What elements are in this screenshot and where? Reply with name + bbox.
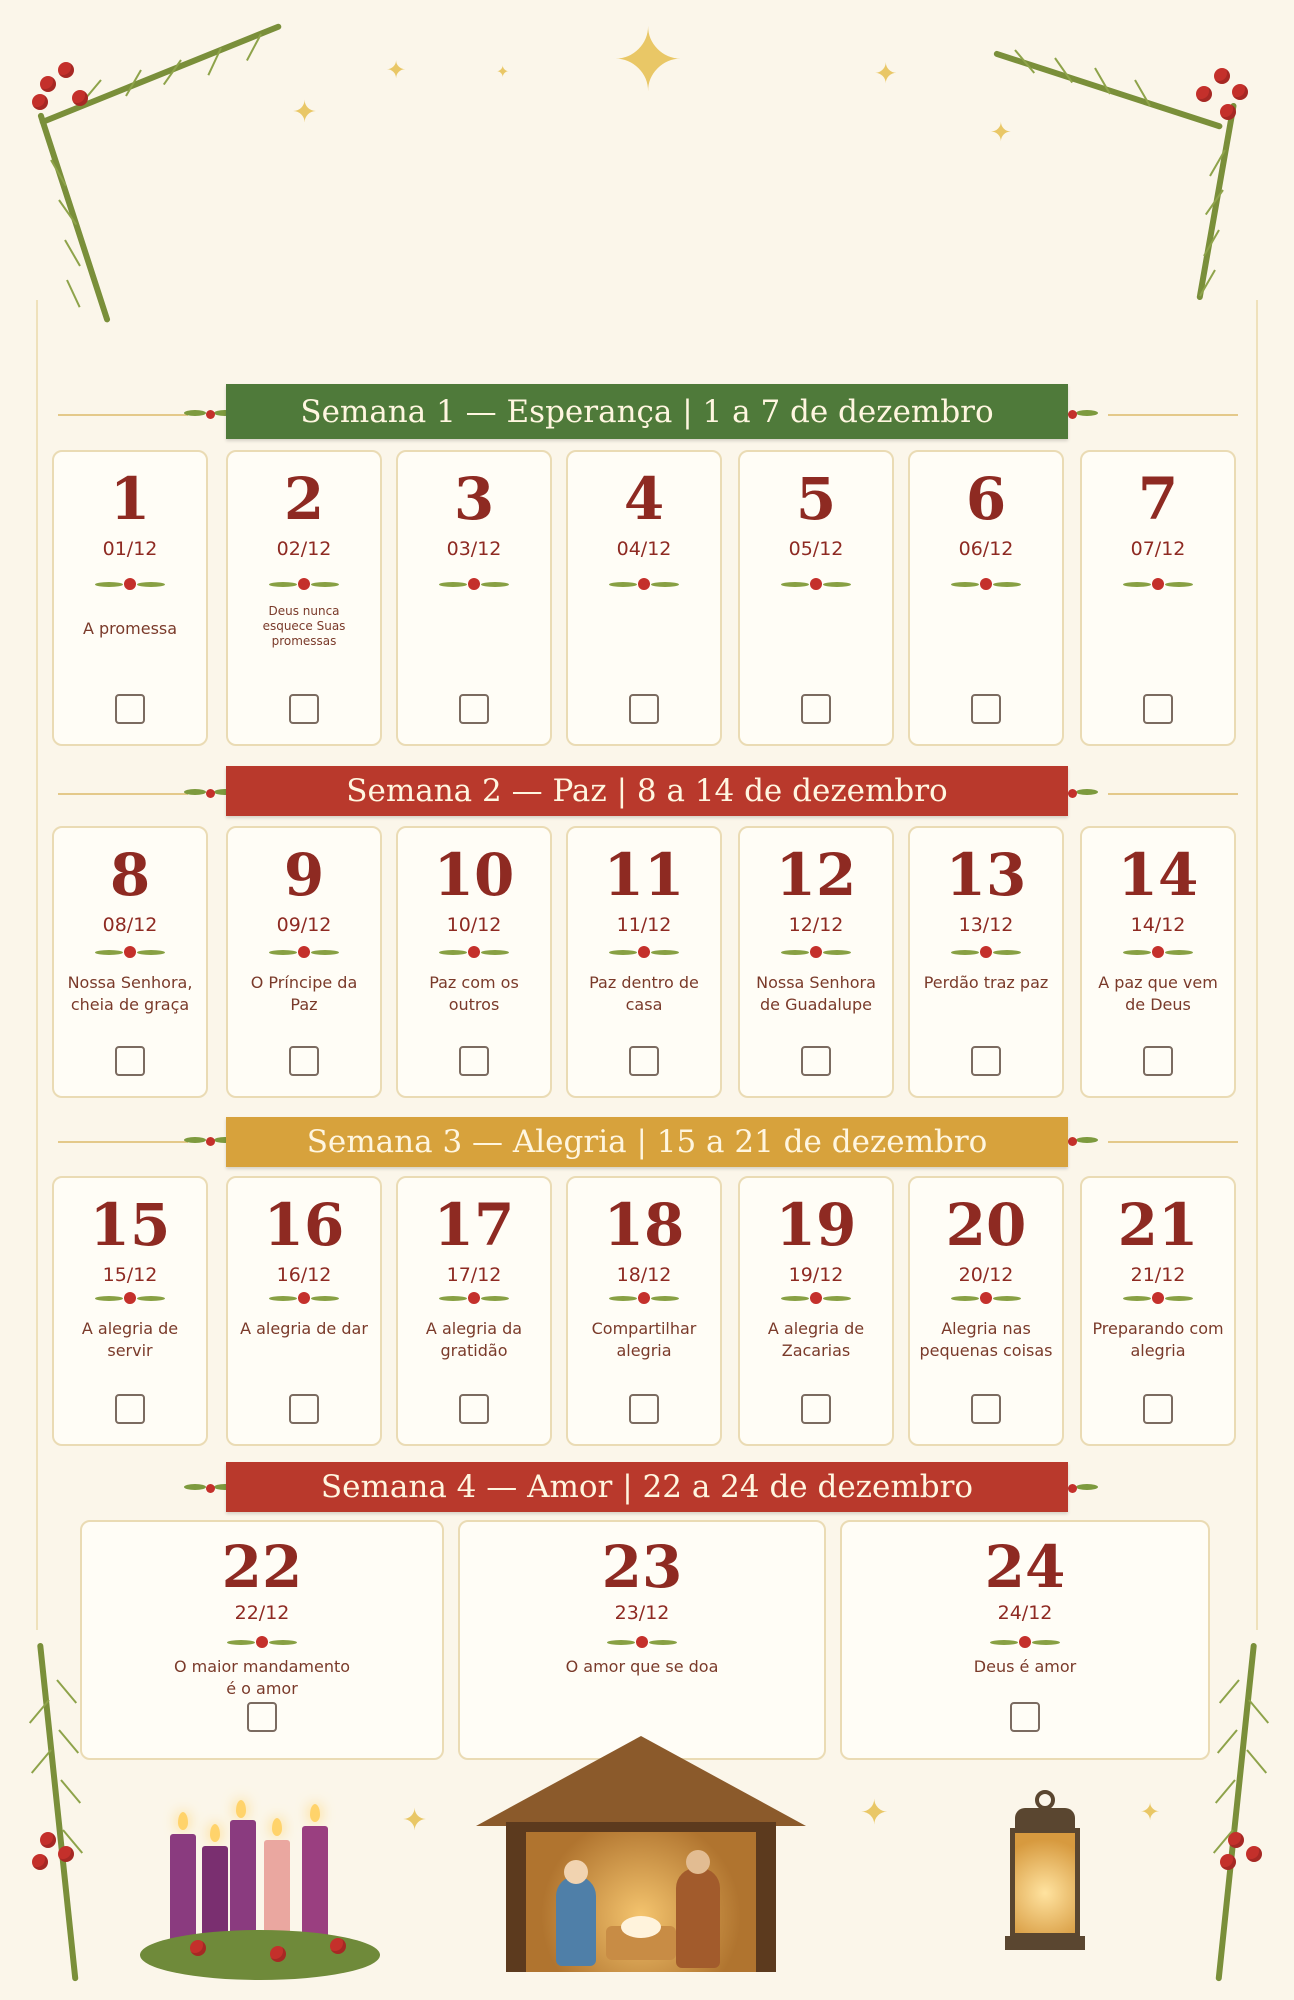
day-checkbox[interactable] — [459, 1046, 489, 1076]
day-date: 16/12 — [276, 1264, 332, 1286]
day-number: 2 — [283, 465, 325, 533]
day-theme: O Príncipe da Paz — [250, 973, 358, 1014]
day-checkbox[interactable] — [971, 1394, 1001, 1424]
holly-ornament-icon — [95, 576, 165, 594]
day-number: 9 — [283, 841, 325, 909]
day-card-8 — [52, 826, 208, 1098]
day-card-13 — [908, 826, 1064, 1098]
day-checkbox[interactable] — [289, 1046, 319, 1076]
pine-branch-icon — [1174, 1640, 1294, 2000]
star-icon: ✦ — [496, 62, 510, 81]
day-checkbox[interactable] — [971, 694, 1001, 724]
day-date: 22/12 — [234, 1602, 290, 1624]
holly-ornament-icon — [1123, 944, 1193, 962]
week-3-header: Semana 3 — Alegria | 15 a 21 de dezembro — [226, 1117, 1068, 1167]
day-checkbox[interactable] — [801, 1394, 831, 1424]
day-checkbox[interactable] — [1143, 1394, 1173, 1424]
day-theme: O amor que se doa — [565, 1657, 719, 1676]
day-card-17 — [396, 1176, 552, 1446]
day-checkbox[interactable] — [115, 694, 145, 724]
day-date: 03/12 — [446, 538, 502, 560]
day-number: 8 — [109, 841, 151, 909]
star-icon: ✦ — [386, 56, 407, 84]
day-theme: Nossa Senhora, cheia de graça — [67, 973, 193, 1014]
day-number: 11 — [603, 841, 685, 909]
holly-ornament-icon — [439, 1290, 509, 1308]
week-4-header: Semana 4 — Amor | 22 a 24 de dezembro — [226, 1462, 1068, 1512]
holly-ornament-icon — [95, 944, 165, 962]
day-date: 17/12 — [446, 1264, 502, 1286]
holly-berry-icon — [1196, 86, 1212, 102]
day-checkbox[interactable] — [459, 1394, 489, 1424]
day-checkbox[interactable] — [1143, 1046, 1173, 1076]
day-number: 4 — [623, 465, 665, 533]
holly-ornament-icon — [781, 1290, 851, 1308]
day-checkbox[interactable] — [289, 694, 319, 724]
day-card-6 — [908, 450, 1064, 746]
holly-ornament-icon — [607, 1634, 677, 1652]
star-icon: ✦ — [990, 118, 1012, 148]
day-date: 18/12 — [616, 1264, 672, 1286]
holly-berry-icon — [72, 90, 88, 106]
day-number: 19 — [775, 1191, 857, 1259]
day-theme: A alegria da gratidão — [425, 1319, 523, 1360]
day-theme: Paz com os outros — [429, 973, 519, 1014]
holly-berry-icon — [1232, 84, 1248, 100]
day-theme: Perdão traz paz — [923, 973, 1049, 992]
day-checkbox[interactable] — [115, 1046, 145, 1076]
day-date: 07/12 — [1130, 538, 1186, 560]
day-number: 12 — [775, 841, 857, 909]
day-theme: A paz que vem de Deus — [1098, 973, 1218, 1014]
holly-ornament-icon — [439, 944, 509, 962]
holly-ornament-icon — [95, 1290, 165, 1308]
day-date: 14/12 — [1130, 914, 1186, 936]
day-date: 21/12 — [1130, 1264, 1186, 1286]
day-checkbox[interactable] — [629, 1046, 659, 1076]
pine-branch-icon — [0, 1640, 120, 2000]
day-theme: Deus nunca esquece Suas promessas — [262, 604, 346, 648]
day-date: 20/12 — [958, 1264, 1014, 1286]
day-date: 13/12 — [958, 914, 1014, 936]
day-theme: Compartilhar alegria — [591, 1319, 697, 1360]
holly-ornament-icon — [781, 576, 851, 594]
holly-ornament-icon — [609, 944, 679, 962]
day-checkbox[interactable] — [459, 694, 489, 724]
week-2-header: Semana 2 — Paz | 8 a 14 de dezembro — [226, 766, 1068, 816]
holly-ornament-icon — [609, 576, 679, 594]
day-card-20 — [908, 1176, 1064, 1446]
holly-ornament-icon — [227, 1634, 297, 1652]
star-icon: ✦ — [292, 95, 318, 130]
day-checkbox[interactable] — [801, 694, 831, 724]
day-card-4 — [566, 450, 722, 746]
day-card-5 — [738, 450, 894, 746]
day-card-10 — [396, 826, 552, 1098]
day-number: 13 — [945, 841, 1027, 909]
holly-berry-icon — [58, 62, 74, 78]
day-theme: Nossa Senhora de Guadalupe — [756, 973, 876, 1014]
day-number: 20 — [945, 1191, 1027, 1259]
star-icon: ✦ — [874, 57, 898, 90]
day-number: 14 — [1117, 841, 1199, 909]
day-card-24 — [840, 1520, 1210, 1760]
star-icon: ✦ — [1140, 1798, 1161, 1826]
day-number: 22 — [221, 1533, 303, 1601]
day-theme: Alegria nas pequenas coisas — [919, 1319, 1053, 1360]
day-card-18 — [566, 1176, 722, 1446]
holly-ornament-icon — [990, 1634, 1060, 1652]
day-number: 3 — [453, 465, 495, 533]
day-theme: A alegria de Zacarias — [767, 1319, 865, 1360]
day-date: 06/12 — [958, 538, 1014, 560]
day-number: 7 — [1137, 465, 1179, 533]
day-number: 10 — [433, 841, 515, 909]
day-date: 24/12 — [997, 1602, 1053, 1624]
holly-ornament-icon — [1123, 1290, 1193, 1308]
day-checkbox[interactable] — [247, 1702, 277, 1732]
day-theme: Deus é amor — [973, 1657, 1077, 1676]
holly-ornament-icon — [269, 1290, 339, 1308]
day-card-11 — [566, 826, 722, 1098]
day-date: 08/12 — [102, 914, 158, 936]
holly-ornament-icon — [609, 1290, 679, 1308]
day-checkbox[interactable] — [629, 694, 659, 724]
day-number: 23 — [601, 1533, 683, 1601]
star-icon: ✦ — [402, 1803, 428, 1838]
lantern-icon — [1000, 1790, 1090, 1970]
day-number: 24 — [984, 1533, 1066, 1601]
day-number: 21 — [1117, 1191, 1199, 1259]
holly-ornament-icon — [951, 576, 1021, 594]
day-theme: O maior mandamento é o amor — [173, 1657, 351, 1698]
day-theme: A promessa — [82, 619, 178, 638]
day-number: 5 — [795, 465, 837, 533]
holly-berry-icon — [40, 76, 56, 92]
pine-branch-icon — [974, 0, 1294, 320]
day-checkbox[interactable] — [801, 1046, 831, 1076]
day-card-15 — [52, 1176, 208, 1446]
day-number: 6 — [965, 465, 1007, 533]
day-date: 09/12 — [276, 914, 332, 936]
nativity-stable-icon — [476, 1736, 806, 1986]
day-date: 10/12 — [446, 914, 502, 936]
day-card-1 — [52, 450, 208, 746]
day-number: 17 — [433, 1191, 515, 1259]
day-date: 02/12 — [276, 538, 332, 560]
day-card-12 — [738, 826, 894, 1098]
day-card-2 — [226, 450, 382, 746]
day-date: 04/12 — [616, 538, 672, 560]
holly-ornament-icon — [1123, 576, 1193, 594]
day-card-3 — [396, 450, 552, 746]
day-card-9 — [226, 826, 382, 1098]
day-card-7 — [1080, 450, 1236, 746]
day-date: 11/12 — [616, 914, 672, 936]
day-checkbox[interactable] — [1010, 1702, 1040, 1732]
day-theme: Paz dentro de casa — [589, 973, 699, 1014]
pine-branch-icon — [0, 0, 320, 300]
holly-ornament-icon — [781, 944, 851, 962]
holly-berry-icon — [1214, 68, 1230, 84]
day-theme: A alegria de dar — [240, 1319, 368, 1338]
day-card-14 — [1080, 826, 1236, 1098]
holly-ornament-icon — [439, 576, 509, 594]
holly-berry-icon — [32, 94, 48, 110]
day-checkbox[interactable] — [971, 1046, 1001, 1076]
day-date: 23/12 — [614, 1602, 670, 1624]
advent-candles-icon — [150, 1790, 370, 1990]
day-number: 16 — [263, 1191, 345, 1259]
day-checkbox[interactable] — [289, 1394, 319, 1424]
day-date: 12/12 — [788, 914, 844, 936]
day-card-23 — [458, 1520, 826, 1760]
day-checkbox[interactable] — [115, 1394, 145, 1424]
day-checkbox[interactable] — [1143, 694, 1173, 724]
day-number: 15 — [89, 1191, 171, 1259]
day-number: 18 — [603, 1191, 685, 1259]
star-icon: ✦ — [860, 1793, 889, 1833]
day-card-22 — [80, 1520, 444, 1760]
day-number: 1 — [109, 465, 151, 533]
day-date: 15/12 — [102, 1264, 158, 1286]
day-card-16 — [226, 1176, 382, 1446]
day-card-19 — [738, 1176, 894, 1446]
day-theme: Preparando com alegria — [1092, 1319, 1224, 1360]
holly-berry-icon — [1220, 104, 1236, 120]
day-date: 05/12 — [788, 538, 844, 560]
day-checkbox[interactable] — [629, 1394, 659, 1424]
holly-ornament-icon — [269, 576, 339, 594]
day-date: 01/12 — [102, 538, 158, 560]
star-icon: ✦ — [612, 11, 685, 111]
holly-ornament-icon — [951, 944, 1021, 962]
day-theme: A alegria de servir — [81, 1319, 179, 1360]
holly-ornament-icon — [951, 1290, 1021, 1308]
week-1-header: Semana 1 — Esperança | 1 a 7 de dezembro — [226, 384, 1068, 439]
holly-ornament-icon — [269, 944, 339, 962]
day-card-21 — [1080, 1176, 1236, 1446]
day-date: 19/12 — [788, 1264, 844, 1286]
